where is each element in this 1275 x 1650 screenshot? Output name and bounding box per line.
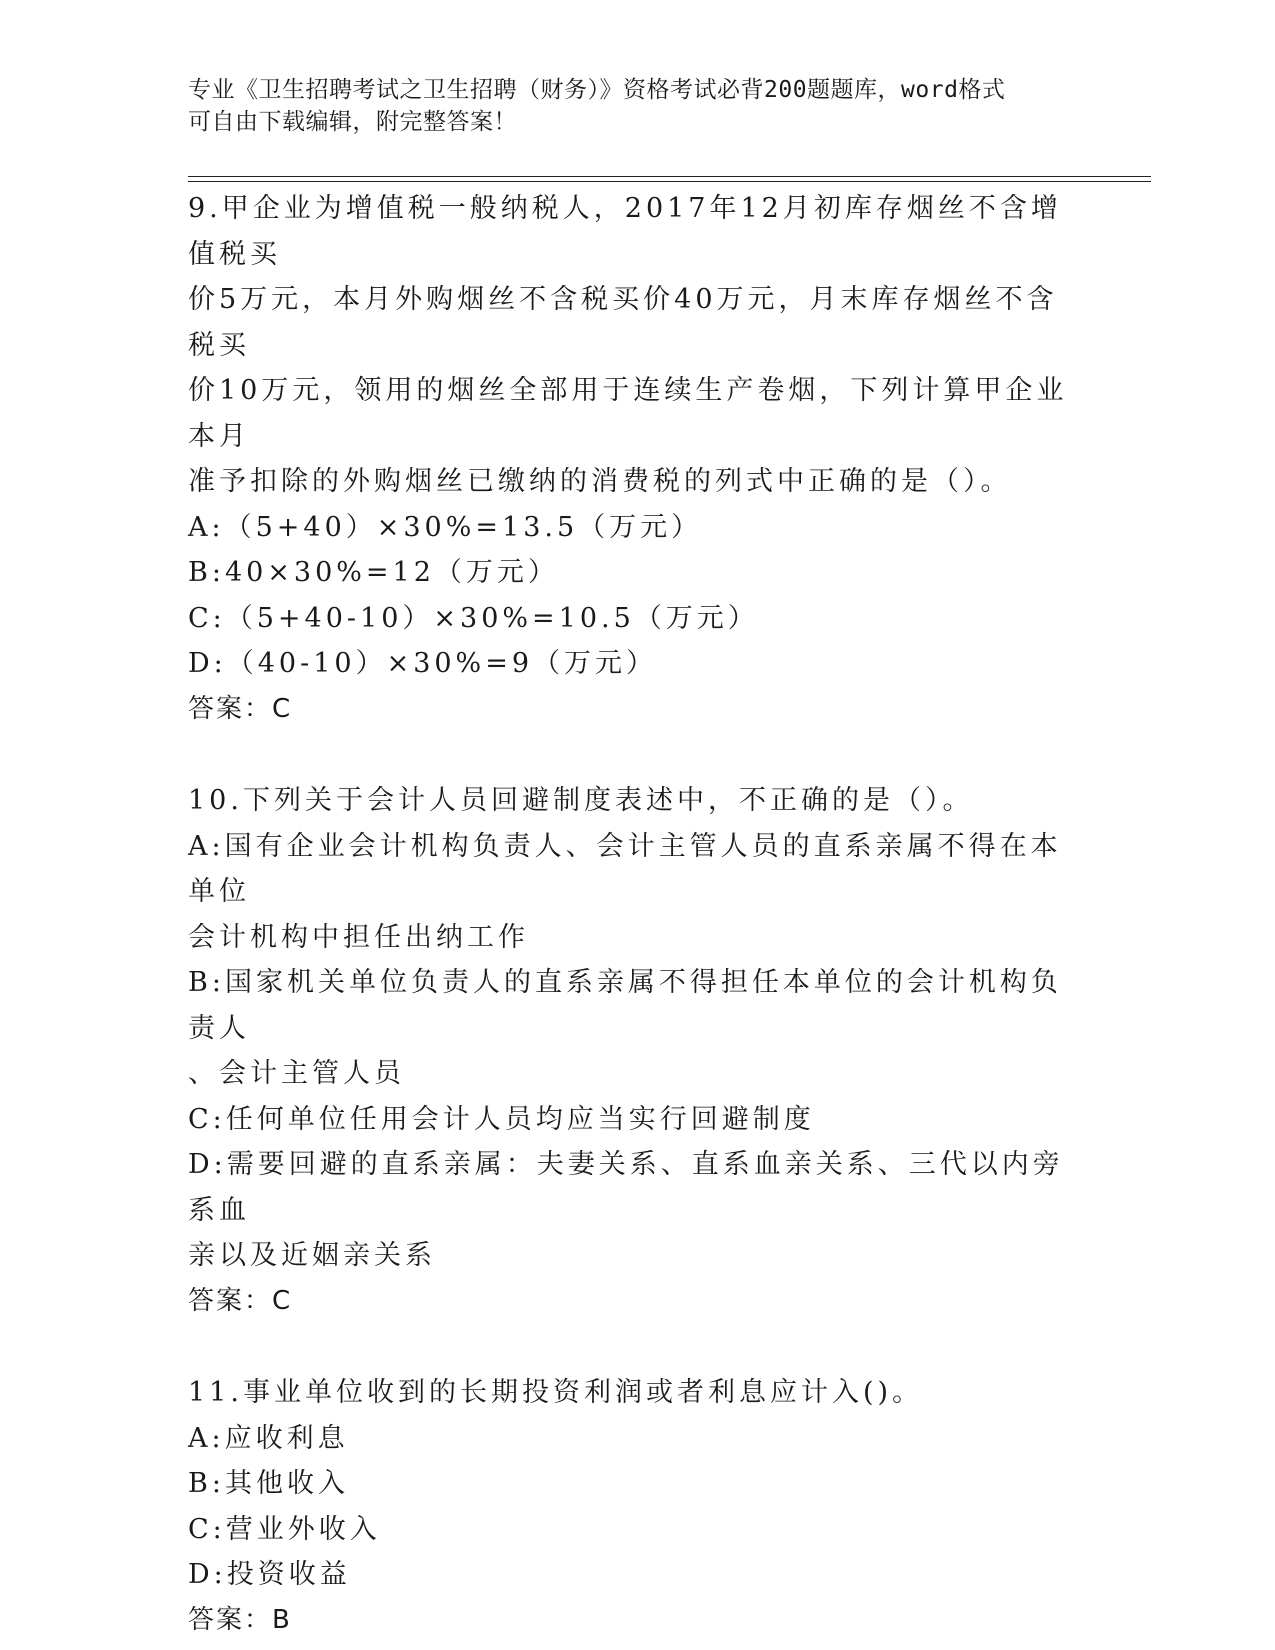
question-list [188, 186, 1088, 1643]
option-d [188, 1552, 1088, 1598]
option-line: 、会计主管人员 [188, 1058, 405, 1089]
stem-line: 价10万元，领用的烟丝全部用于连续生产卷烟，下列计算甲企业本月 [188, 375, 1068, 452]
option-line: C:任何单位任用会计人员均应当实行回避制度 [188, 1103, 815, 1135]
document-header [188, 74, 1088, 138]
option-d [188, 1142, 1088, 1279]
header-rule-top [188, 176, 1151, 177]
option-line: B:国家机关单位负责人的直系亲属不得担任本单位的会计机构负责人 [188, 967, 1062, 1044]
option-line: C:营业外收入 [188, 1513, 381, 1545]
stem-line: 10.下列关于会计人员回避制度表述中，不正确的是（）。 [188, 785, 974, 816]
option-a [188, 505, 1088, 551]
stem-line: 准予扣除的外购烟丝已缴纳的消费税的列式中正确的是（）。 [188, 466, 1012, 497]
question-9 [188, 186, 1088, 732]
question-stem [188, 778, 1088, 824]
option-line: A:（5+40）×30%=13.5（万元） [188, 511, 703, 543]
stem-line: 价5万元，本月外购烟丝不含税买价40万元，月末库存烟丝不含税买 [188, 284, 1058, 361]
option-line: A:应收利息 [188, 1422, 349, 1454]
question-10 [188, 778, 1088, 1324]
header-rule-bottom [188, 181, 1151, 182]
option-c [188, 1097, 1088, 1143]
stem-line: 11.事业单位收到的长期投资利润或者利息应计入()。 [188, 1377, 924, 1408]
option-a [188, 824, 1088, 961]
option-line: 会计机构中担任出纳工作 [188, 921, 529, 953]
question-11 [188, 1370, 1088, 1643]
option-b [188, 1461, 1088, 1507]
option-a [188, 1416, 1088, 1462]
option-c [188, 1507, 1088, 1553]
stem-line: 9.甲企业为增值税一般纳税人，2017年12月初库存烟丝不含增值税买 [188, 193, 1062, 270]
option-line: D:需要回避的直系亲属：夫妻关系、直系血亲关系、三代以内旁系血 [188, 1149, 1064, 1226]
option-line: B:40×30%=12（万元） [188, 557, 559, 588]
option-b [188, 550, 1088, 596]
option-line: 亲以及近姻亲关系 [188, 1240, 436, 1271]
option-line: D:（40-10）×30%=9（万元） [188, 648, 658, 679]
header-line-1: 专业《卫生招聘考试之卫生招聘（财务）》资格考试必背200题题库，word格式 [188, 77, 1006, 103]
option-line: B:其他收入 [188, 1468, 349, 1499]
answer: 答案：B [188, 1604, 292, 1635]
option-d [188, 641, 1088, 687]
option-line: D:投资收益 [188, 1559, 351, 1590]
answer: 答案：C [188, 1285, 293, 1316]
header-line-2: 可自由下载编辑，附完整答案！ [188, 109, 517, 135]
question-stem [188, 186, 1088, 505]
option-line: A:国有企业会计机构负责人、会计主管人员的直系亲属不得在本单位 [188, 830, 1062, 907]
option-b [188, 960, 1088, 1097]
option-c [188, 596, 1088, 642]
question-stem [188, 1370, 1088, 1416]
answer: 答案：C [188, 693, 293, 724]
option-line: C:（5+40-10）×30%=10.5（万元） [188, 602, 759, 634]
